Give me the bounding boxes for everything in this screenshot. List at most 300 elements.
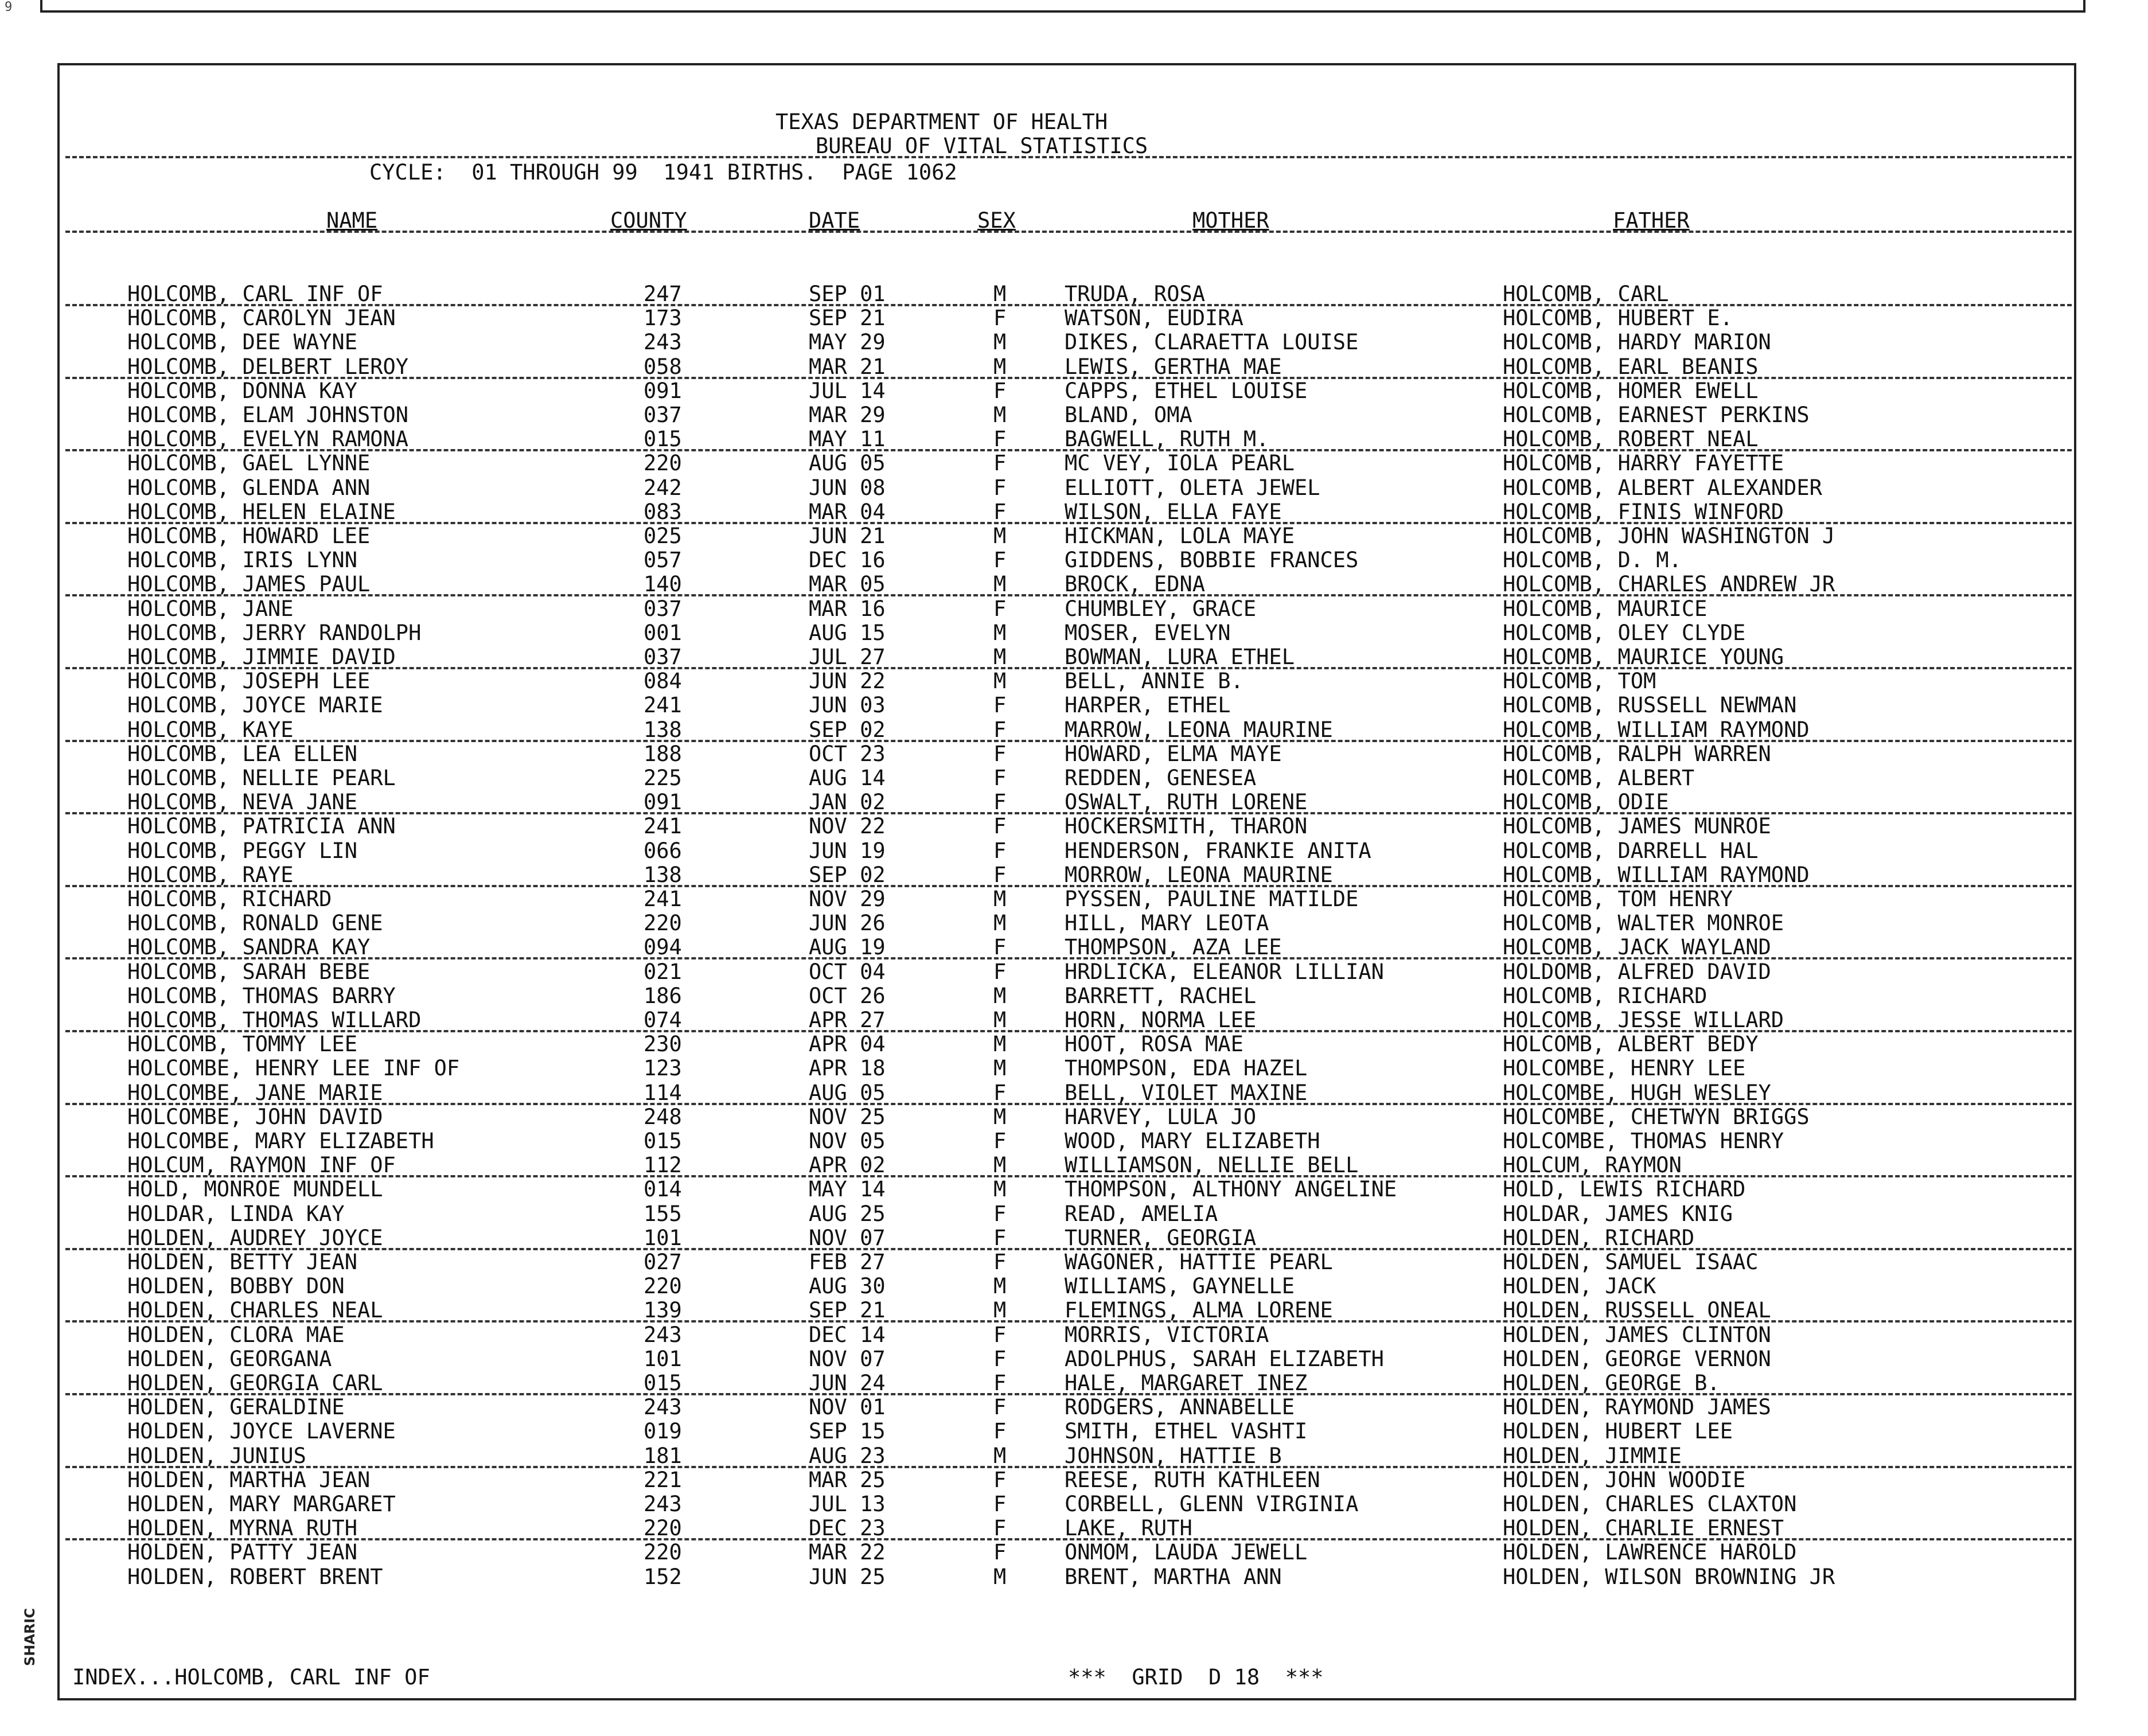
- record-mother: LAKE, RUTH: [1065, 1516, 1192, 1541]
- record-county: 066: [644, 838, 682, 863]
- record-county: 140: [644, 572, 682, 597]
- record-mother: CHUMBLEY, GRACE: [1065, 596, 1257, 621]
- record-county: 225: [644, 766, 682, 790]
- index-footer: INDEX...HOLCOMB, CARL INF OF: [72, 1665, 430, 1690]
- record-date: OCT 04: [809, 959, 886, 984]
- record-name: HOLCOMB, THOMAS WILLARD: [127, 1008, 422, 1032]
- table-row: [60, 1250, 2074, 1274]
- record-name: HOLCOMB, PATRICIA ANN: [127, 814, 396, 839]
- table-row: [60, 1008, 2074, 1032]
- record-name: HOLDEN, JUNIUS: [127, 1443, 306, 1468]
- record-name: HOLCOMB, JOYCE MARIE: [127, 693, 383, 718]
- record-sex: F: [993, 790, 1007, 815]
- record-date: AUG 05: [809, 1080, 886, 1105]
- record-date: JUN 08: [809, 475, 886, 500]
- record-sex: F: [993, 475, 1007, 500]
- table-row: [60, 1129, 2074, 1153]
- record-father: HOLCOMB, ALBERT BEDY: [1503, 1032, 1759, 1057]
- record-mother: WILSON, ELLA FAYE: [1065, 499, 1282, 524]
- record-father: HOLCOMB, OLEY CLYDE: [1503, 620, 1746, 645]
- cycle-line: CYCLE: 01 THROUGH 99 1941 BIRTHS. PAGE 1062: [369, 160, 957, 185]
- record-sex: F: [993, 499, 1007, 524]
- record-mother: MORRIS, VICTORIA: [1065, 1322, 1269, 1347]
- record-date: NOV 29: [809, 887, 886, 911]
- record-father: HOLCOMB, FINIS WINFORD: [1503, 499, 1784, 524]
- record-mother: HRDLICKA, ELEANOR LILLIAN: [1065, 959, 1384, 984]
- record-father: HOLCOMB, WILLIAM RAYMOND: [1503, 862, 1810, 887]
- record-sex: F: [993, 427, 1007, 452]
- record-county: 241: [644, 693, 682, 718]
- record-father: HOLDEN, SAMUEL ISAAC: [1503, 1250, 1759, 1274]
- table-row: [60, 1419, 2074, 1444]
- record-name: HOLCOMB, NELLIE PEARL: [127, 766, 396, 790]
- record-mother: HOOT, ROSA MAE: [1065, 1032, 1243, 1057]
- table-row: [60, 1153, 2074, 1177]
- record-father: HOLDEN, JIMMIE: [1503, 1443, 1682, 1468]
- record-sex: M: [993, 1274, 1007, 1299]
- record-sex: F: [993, 548, 1007, 573]
- record-father: HOLCOMB, D. M.: [1503, 548, 1682, 573]
- record-mother: HILL, MARY LEOTA: [1065, 911, 1269, 936]
- record-date: JUL 13: [809, 1492, 886, 1516]
- record-county: 091: [644, 378, 682, 403]
- record-name: HOLDEN, MARY MARGARET: [127, 1492, 396, 1516]
- table-row: [60, 718, 2074, 742]
- record-county: 220: [644, 1274, 682, 1299]
- record-mother: BELL, ANNIE B.: [1065, 669, 1243, 694]
- record-name: HOLCOMB, JANE: [127, 596, 294, 621]
- record-date: MAR 16: [809, 596, 886, 621]
- record-date: APR 02: [809, 1153, 886, 1178]
- record-county: 138: [644, 717, 682, 742]
- record-county: 220: [644, 451, 682, 476]
- table-row: [60, 1056, 2074, 1080]
- record-sex: F: [993, 1322, 1007, 1347]
- record-father: HOLCOMB, RALPH WARREN: [1503, 741, 1771, 766]
- table-row: [60, 403, 2074, 427]
- record-name: HOLCOMB, RICHARD: [127, 887, 332, 911]
- record-date: FEB 27: [809, 1250, 886, 1274]
- record-name: HOLCOMB, THOMAS BARRY: [127, 983, 396, 1008]
- record-mother: GIDDENS, BOBBIE FRANCES: [1065, 548, 1359, 573]
- record-county: 220: [644, 1516, 682, 1541]
- record-county: 243: [644, 330, 682, 355]
- table-row: [60, 572, 2074, 596]
- record-date: NOV 22: [809, 814, 886, 839]
- record-sex: F: [993, 1346, 1007, 1371]
- record-father: HOLD, LEWIS RICHARD: [1503, 1177, 1746, 1202]
- record-mother: MARROW, LEONA MAURINE: [1065, 717, 1333, 742]
- record-sex: M: [993, 1008, 1007, 1032]
- table-row: [60, 863, 2074, 887]
- record-name: HOLDEN, GERALDINE: [127, 1395, 345, 1420]
- record-father: HOLCOMB, CARL: [1503, 282, 1669, 306]
- record-name: HOLCOMB, EVELYN RAMONA: [127, 427, 409, 452]
- record-sex: F: [993, 814, 1007, 839]
- record-sex: M: [993, 1177, 1007, 1202]
- table-row: [60, 427, 2074, 451]
- record-date: NOV 07: [809, 1225, 886, 1250]
- record-sex: F: [993, 1395, 1007, 1420]
- record-name: HOLDEN, AUDREY JOYCE: [127, 1225, 383, 1250]
- record-county: 101: [644, 1346, 682, 1371]
- record-date: MAR 21: [809, 354, 886, 379]
- record-father: HOLCOMB, HUBERT E.: [1503, 306, 1733, 331]
- table-row: [60, 1444, 2074, 1468]
- table-row: [60, 476, 2074, 500]
- record-father: HOLDAR, JAMES KNIG: [1503, 1201, 1733, 1226]
- header-dash-line: [65, 156, 2072, 158]
- record-county: 243: [644, 1322, 682, 1347]
- record-name: HOLCOMB, JIMMIE DAVID: [127, 645, 396, 669]
- record-mother: BARRETT, RACHEL: [1065, 983, 1257, 1008]
- record-sex: F: [993, 1492, 1007, 1516]
- record-name: HOLCOMB, JAMES PAUL: [127, 572, 371, 597]
- record-sex: M: [993, 1153, 1007, 1178]
- record-mother: THOMPSON, ALTHONY ANGELINE: [1065, 1177, 1397, 1202]
- record-sex: M: [993, 1298, 1007, 1323]
- record-mother: MOSER, EVELYN: [1065, 620, 1231, 645]
- record-date: MAY 29: [809, 330, 886, 355]
- record-mother: FLEMINGS, ALMA LORENE: [1065, 1298, 1333, 1323]
- record-county: 114: [644, 1080, 682, 1105]
- record-county: 112: [644, 1153, 682, 1178]
- record-mother: WILLIAMS, GAYNELLE: [1065, 1274, 1295, 1299]
- record-sex: F: [993, 717, 1007, 742]
- table-row: [60, 742, 2074, 766]
- record-county: 091: [644, 790, 682, 815]
- record-sex: F: [993, 1225, 1007, 1250]
- record-mother: BELL, VIOLET MAXINE: [1065, 1080, 1308, 1105]
- record-mother: HOCKERSMITH, THARON: [1065, 814, 1308, 839]
- record-father: HOLDEN, CHARLIE ERNEST: [1503, 1516, 1784, 1541]
- record-father: HOLCOMB, HARRY FAYETTE: [1503, 451, 1784, 476]
- table-row: [60, 693, 2074, 717]
- table-row: [60, 669, 2074, 693]
- record-sex: M: [993, 911, 1007, 936]
- record-name: HOLCOMB, RONALD GENE: [127, 911, 383, 936]
- table-row: [60, 935, 2074, 959]
- record-mother: WOOD, MARY ELIZABETH: [1065, 1129, 1320, 1153]
- record-sex: M: [993, 572, 1007, 597]
- record-sex: M: [993, 403, 1007, 427]
- record-county: 241: [644, 887, 682, 911]
- record-name: HOLCOMBE, JOHN DAVID: [127, 1104, 383, 1129]
- table-row: [60, 1347, 2074, 1371]
- record-father: HOLCOMB, ODIE: [1503, 790, 1669, 815]
- table-row: [60, 524, 2074, 548]
- record-date: MAR 04: [809, 499, 886, 524]
- table-row: [60, 790, 2074, 814]
- record-father: HOLCOMB, EARL BEANIS: [1503, 354, 1759, 379]
- record-county: 037: [644, 403, 682, 427]
- record-father: HOLDEN, RAYMOND JAMES: [1503, 1395, 1771, 1420]
- column-header-county: COUNTY: [610, 208, 687, 233]
- record-sex: F: [993, 1201, 1007, 1226]
- record-mother: ADOLPHUS, SARAH ELIZABETH: [1065, 1346, 1384, 1371]
- record-date: DEC 23: [809, 1516, 886, 1541]
- record-date: JUN 22: [809, 669, 886, 694]
- record-date: JUN 21: [809, 524, 886, 548]
- record-date: OCT 26: [809, 983, 886, 1008]
- record-sex: M: [993, 1032, 1007, 1057]
- column-header-dash-line: [65, 231, 2072, 233]
- record-mother: BOWMAN, LURA ETHEL: [1065, 645, 1295, 669]
- record-father: HOLCOMB, RICHARD: [1503, 983, 1708, 1008]
- table-row: [60, 1226, 2074, 1250]
- record-name: HOLCOMB, DELBERT LEROY: [127, 354, 409, 379]
- dept-title: TEXAS DEPARTMENT OF HEALTH: [775, 110, 1108, 134]
- record-sex: F: [993, 1467, 1007, 1492]
- table-row: [60, 355, 2074, 379]
- record-name: HOLDEN, GEORGIA CARL: [127, 1371, 383, 1395]
- table-row: [60, 645, 2074, 669]
- record-name: HOLCOMBE, HENRY LEE INF OF: [127, 1056, 460, 1081]
- table-row: [60, 306, 2074, 330]
- column-header-mother: MOTHER: [1192, 208, 1269, 233]
- record-date: NOV 07: [809, 1346, 886, 1371]
- record-county: 242: [644, 475, 682, 500]
- record-mother: OSWALT, RUTH LORENE: [1065, 790, 1308, 815]
- table-row: [60, 1298, 2074, 1323]
- record-mother: BRENT, MARTHA ANN: [1065, 1564, 1282, 1589]
- record-date: NOV 25: [809, 1104, 886, 1129]
- top-page-frame: [40, 0, 2085, 13]
- record-father: HOLCOMB, ROBERT NEAL: [1503, 427, 1759, 452]
- record-sex: F: [993, 838, 1007, 863]
- record-name: HOLDEN, BOBBY DON: [127, 1274, 345, 1299]
- record-sex: F: [993, 959, 1007, 984]
- record-father: HOLCUM, RAYMON: [1503, 1153, 1682, 1178]
- record-father: HOLCOMB, EARNEST PERKINS: [1503, 403, 1810, 427]
- record-father: HOLCOMBE, HENRY LEE: [1503, 1056, 1746, 1081]
- record-name: HOLCUM, RAYMON INF OF: [127, 1153, 396, 1178]
- table-row: [60, 839, 2074, 863]
- record-name: HOLDEN, CHARLES NEAL: [127, 1298, 383, 1323]
- record-father: HOLCOMB, DARRELL HAL: [1503, 838, 1759, 863]
- table-row: [60, 597, 2074, 621]
- record-mother: REESE, RUTH KATHLEEN: [1065, 1467, 1320, 1492]
- record-name: HOLDEN, MARTHA JEAN: [127, 1467, 371, 1492]
- record-father: HOLCOMBE, HUGH WESLEY: [1503, 1080, 1771, 1105]
- record-name: HOLCOMB, HOWARD LEE: [127, 524, 371, 548]
- record-mother: HENDERSON, FRANKIE ANITA: [1065, 838, 1371, 863]
- record-sex: M: [993, 330, 1007, 355]
- record-county: 015: [644, 1129, 682, 1153]
- record-father: HOLDEN, GEORGE B.: [1503, 1371, 1720, 1395]
- record-county: 001: [644, 620, 682, 645]
- record-county: 139: [644, 1298, 682, 1323]
- record-county: 241: [644, 814, 682, 839]
- record-mother: TURNER, GEORGIA: [1065, 1225, 1257, 1250]
- record-county: 243: [644, 1395, 682, 1420]
- record-county: 220: [644, 911, 682, 936]
- record-name: HOLCOMB, DONNA KAY: [127, 378, 357, 403]
- record-father: HOLCOMB, JACK WAYLAND: [1503, 935, 1771, 960]
- record-name: HOLCOMB, JOSEPH LEE: [127, 669, 371, 694]
- table-row: [60, 282, 2074, 306]
- record-county: 037: [644, 645, 682, 669]
- record-father: HOLDEN, CHARLES CLAXTON: [1503, 1492, 1797, 1516]
- record-name: HOLCOMB, CARL INF OF: [127, 282, 383, 306]
- record-sex: F: [993, 741, 1007, 766]
- record-date: SEP 21: [809, 1298, 886, 1323]
- record-date: AUG 19: [809, 935, 886, 960]
- table-row: [60, 548, 2074, 572]
- record-mother: CAPPS, ETHEL LOUISE: [1065, 378, 1308, 403]
- record-county: 243: [644, 1492, 682, 1516]
- record-name: HOLCOMBE, MARY ELIZABETH: [127, 1129, 434, 1153]
- record-father: HOLDEN, JACK: [1503, 1274, 1656, 1299]
- table-row: [60, 1371, 2074, 1395]
- table-row: [60, 984, 2074, 1008]
- table-row: [60, 1081, 2074, 1105]
- record-father: HOLCOMB, WILLIAM RAYMOND: [1503, 717, 1810, 742]
- record-sex: M: [993, 620, 1007, 645]
- record-date: AUG 14: [809, 766, 886, 790]
- record-father: HOLDEN, JOHN WOODIE: [1503, 1467, 1746, 1492]
- record-mother: MC VEY, IOLA PEARL: [1065, 451, 1295, 476]
- record-county: 221: [644, 1467, 682, 1492]
- corner-mark: 9: [5, 0, 13, 14]
- table-row: [60, 379, 2074, 403]
- table-row: [60, 911, 2074, 935]
- record-county: 248: [644, 1104, 682, 1129]
- record-name: HOLCOMB, LEA ELLEN: [127, 741, 357, 766]
- table-row: [60, 1492, 2074, 1516]
- record-name: HOLCOMB, NEVA JANE: [127, 790, 357, 815]
- record-mother: REDDEN, GENESEA: [1065, 766, 1257, 790]
- record-date: DEC 14: [809, 1322, 886, 1347]
- record-father: HOLDEN, RUSSELL ONEAL: [1503, 1298, 1771, 1323]
- column-header-father: FATHER: [1613, 208, 1690, 233]
- record-father: HOLCOMB, TOM HENRY: [1503, 887, 1733, 911]
- record-county: 138: [644, 862, 682, 887]
- record-mother: BLAND, OMA: [1065, 403, 1192, 427]
- record-name: HOLCOMB, TOMMY LEE: [127, 1032, 357, 1057]
- record-sex: M: [993, 983, 1007, 1008]
- record-mother: DIKES, CLARAETTA LOUISE: [1065, 330, 1359, 355]
- table-row: [60, 1395, 2074, 1419]
- record-county: 181: [644, 1443, 682, 1468]
- table-row: [60, 814, 2074, 838]
- record-name: HOLCOMB, SANDRA KAY: [127, 935, 371, 960]
- record-date: AUG 05: [809, 451, 886, 476]
- record-name: HOLDEN, ROBERT BRENT: [127, 1564, 383, 1589]
- record-county: 220: [644, 1540, 682, 1565]
- record-date: APR 27: [809, 1008, 886, 1032]
- record-county: 188: [644, 741, 682, 766]
- record-date: MAR 05: [809, 572, 886, 597]
- record-name: HOLCOMB, RAYE: [127, 862, 294, 887]
- grid-footer: *** GRID D 18 ***: [1068, 1665, 1324, 1690]
- record-father: HOLCOMB, TOM: [1503, 669, 1656, 694]
- record-date: SEP 02: [809, 717, 886, 742]
- record-mother: BAGWELL, RUTH M.: [1065, 427, 1269, 452]
- table-row: [60, 1565, 2074, 1589]
- record-date: JUN 19: [809, 838, 886, 863]
- record-mother: HALE, MARGARET INEZ: [1065, 1371, 1308, 1395]
- record-father: HOLDOMB, ALFRED DAVID: [1503, 959, 1771, 984]
- table-row: [60, 1032, 2074, 1056]
- table-row: [60, 1323, 2074, 1347]
- record-county: 186: [644, 983, 682, 1008]
- record-name: HOLCOMB, IRIS LYNN: [127, 548, 357, 573]
- record-sex: F: [993, 306, 1007, 331]
- record-county: 025: [644, 524, 682, 548]
- record-county: 037: [644, 596, 682, 621]
- record-county: 230: [644, 1032, 682, 1057]
- record-father: HOLCOMB, MAURICE: [1503, 596, 1708, 621]
- record-county: 015: [644, 427, 682, 452]
- column-header-name: NAME: [326, 208, 378, 233]
- record-name: HOLD, MONROE MUNDELL: [127, 1177, 383, 1202]
- record-sex: M: [993, 354, 1007, 379]
- record-name: HOLDEN, MYRNA RUTH: [127, 1516, 357, 1541]
- table-row: [60, 330, 2074, 354]
- record-mother: CORBELL, GLENN VIRGINIA: [1065, 1492, 1359, 1516]
- record-sex: M: [993, 1104, 1007, 1129]
- table-row: [60, 1516, 2074, 1540]
- record-father: HOLDEN, WILSON BROWNING JR: [1503, 1564, 1835, 1589]
- record-sex: F: [993, 378, 1007, 403]
- column-header-sex: SEX: [977, 208, 1016, 233]
- record-date: AUG 15: [809, 620, 886, 645]
- record-sex: F: [993, 1540, 1007, 1565]
- record-mother: THOMPSON, EDA HAZEL: [1065, 1056, 1308, 1081]
- table-row: [60, 500, 2074, 524]
- record-mother: HARPER, ETHEL: [1065, 693, 1231, 718]
- record-father: HOLCOMB, JAMES MUNROE: [1503, 814, 1771, 839]
- record-mother: WATSON, EUDIRA: [1065, 306, 1243, 331]
- record-date: SEP 15: [809, 1419, 886, 1444]
- record-date: APR 18: [809, 1056, 886, 1081]
- record-father: HOLCOMB, HARDY MARION: [1503, 330, 1771, 355]
- record-mother: HARVEY, LULA JO: [1065, 1104, 1257, 1129]
- record-father: HOLCOMB, JOHN WASHINGTON J: [1503, 524, 1835, 548]
- column-header-date: DATE: [809, 208, 860, 233]
- record-father: HOLDEN, GEORGE VERNON: [1503, 1346, 1771, 1371]
- table-row: [60, 1468, 2074, 1492]
- record-county: 155: [644, 1201, 682, 1226]
- record-name: HOLCOMB, CAROLYN JEAN: [127, 306, 396, 331]
- record-date: JUN 25: [809, 1564, 886, 1589]
- record-name: HOLCOMB, GLENDA ANN: [127, 475, 371, 500]
- record-sex: F: [993, 862, 1007, 887]
- record-name: HOLCOMB, ELAM JOHNSTON: [127, 403, 409, 427]
- record-county: 152: [644, 1564, 682, 1589]
- record-date: DEC 16: [809, 548, 886, 573]
- record-mother: ONMOM, LAUDA JEWELL: [1065, 1540, 1308, 1565]
- record-date: JUL 14: [809, 378, 886, 403]
- record-date: MAY 14: [809, 1177, 886, 1202]
- record-mother: HICKMAN, LOLA MAYE: [1065, 524, 1295, 548]
- record-name: HOLCOMB, DEE WAYNE: [127, 330, 357, 355]
- record-date: OCT 23: [809, 741, 886, 766]
- record-date: AUG 30: [809, 1274, 886, 1299]
- record-mother: THOMPSON, AZA LEE: [1065, 935, 1282, 960]
- record-father: HOLCOMB, ALBERT ALEXANDER: [1503, 475, 1822, 500]
- record-mother: ELLIOTT, OLETA JEWEL: [1065, 475, 1320, 500]
- record-name: HOLDEN, BETTY JEAN: [127, 1250, 357, 1274]
- record-county: 057: [644, 548, 682, 573]
- table-row: [60, 960, 2074, 984]
- table-row: [60, 1105, 2074, 1129]
- record-mother: RODGERS, ANNABELLE: [1065, 1395, 1295, 1420]
- record-sex: F: [993, 596, 1007, 621]
- table-row: [60, 1202, 2074, 1226]
- record-sex: M: [993, 1443, 1007, 1468]
